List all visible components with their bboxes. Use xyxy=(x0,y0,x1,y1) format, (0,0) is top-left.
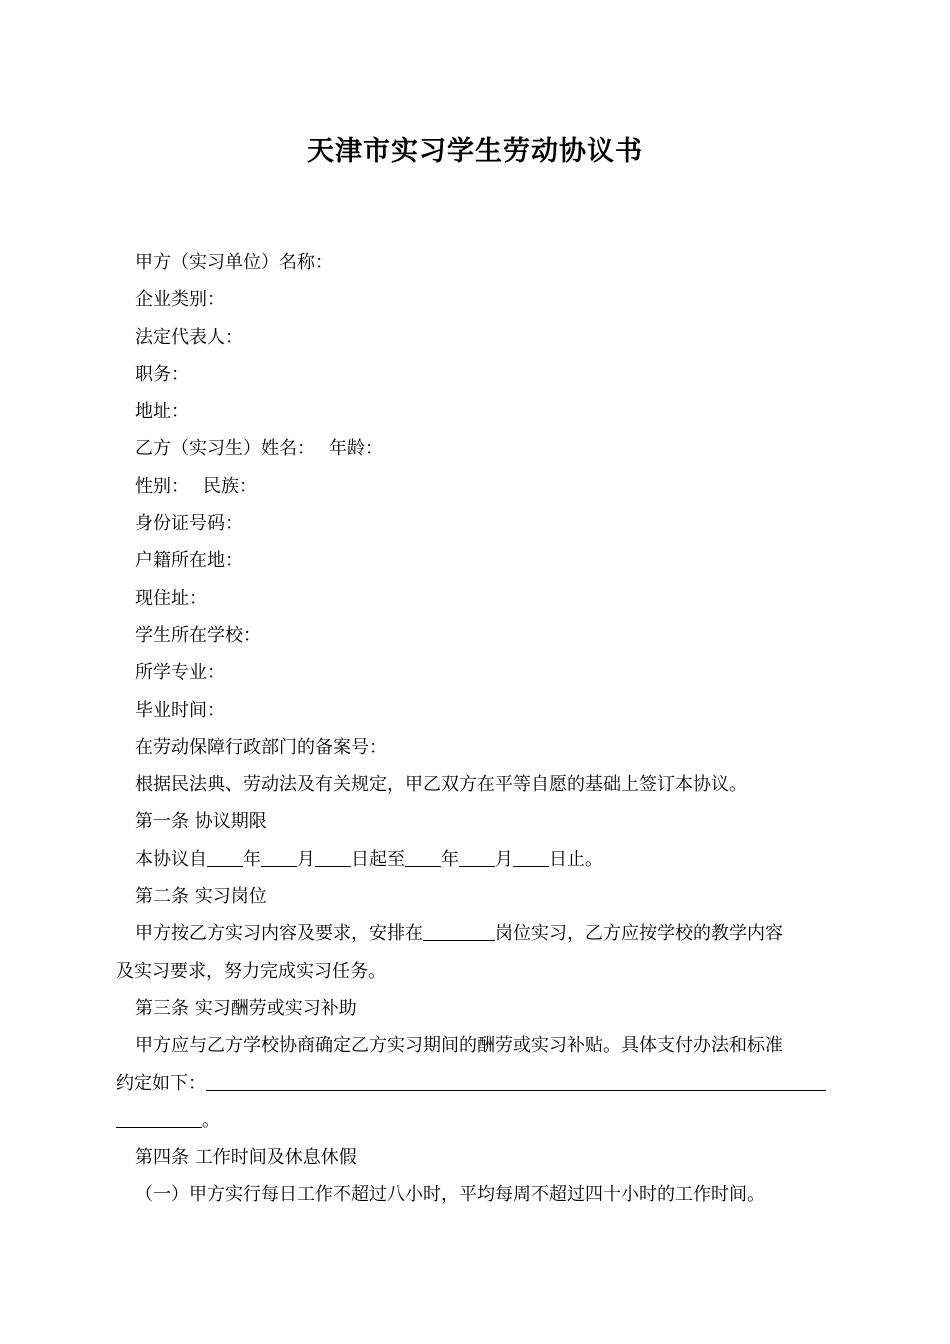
article-4-item-1: （一）甲方实行每日工作不超过八小时，平均每周不超过四十小时的工作时间。 xyxy=(135,1184,765,1206)
id-number-line: 身份证号码： xyxy=(135,513,243,535)
enterprise-category-line: 企业类别： xyxy=(135,289,225,311)
gender-ethnicity-line xyxy=(116,468,838,505)
preamble: 根据民法典、劳动法及有关规定，甲乙双方在平等自愿的基础上签订本协议。 xyxy=(135,774,747,796)
article-3-line-3 xyxy=(116,1102,838,1139)
start-day-blank xyxy=(315,848,351,867)
position-line: 职务： xyxy=(135,363,189,385)
term-text-end: 日止。 xyxy=(549,848,603,870)
start-month-blank xyxy=(261,848,297,867)
age-label: 年龄： xyxy=(329,438,383,460)
start-year-blank xyxy=(207,848,243,867)
article-2-heading: 第二条 实习岗位 xyxy=(135,886,267,908)
filing-number-line: 在劳动保障行政部门的备案号： xyxy=(135,736,387,758)
document-body xyxy=(116,244,838,1214)
article-2-line-2: 及实习要求，努力完成实习任务。 xyxy=(116,960,386,982)
article-3-line-1: 甲方应与乙方学校协商确定乙方实习期间的酬劳或实习补贴。具体支付办法和标准 xyxy=(135,1035,783,1057)
position-blank xyxy=(423,922,495,941)
graduation-line: 毕业时间： xyxy=(135,699,225,721)
party-a-name-line: 甲方（实习单位）名称： xyxy=(135,252,333,273)
school-line: 学生所在学校： xyxy=(135,624,261,646)
article-3-line-2 xyxy=(116,1065,838,1102)
payment-terms-blank xyxy=(206,1072,826,1091)
major-line: 所学专业： xyxy=(135,662,225,684)
term-text-year: 年 xyxy=(243,848,261,870)
article-1-heading: 第一条 协议期限 xyxy=(135,811,267,833)
term-text-start: 本协议自 xyxy=(135,848,207,870)
term-text-until: 日起至 xyxy=(351,848,405,870)
article-2-text-a: 甲方按乙方实习内容及要求，安排在 xyxy=(135,923,423,945)
document-title: 天津市实习学生劳动协议书 xyxy=(307,136,643,167)
gender-label: 性别： xyxy=(135,475,189,497)
payment-terms-blank-continued xyxy=(116,1109,202,1128)
article-1-term-line xyxy=(116,841,838,878)
party-b-name-line xyxy=(116,430,838,467)
article-2-text-b: 岗位实习，乙方应按学校的教学内容 xyxy=(495,923,783,945)
article-2-line-1 xyxy=(116,915,838,952)
address-line: 地址： xyxy=(135,401,189,423)
end-month-blank xyxy=(459,848,495,867)
term-text-month: 月 xyxy=(297,848,315,870)
end-year-blank xyxy=(405,848,441,867)
article-4-heading: 第四条 工作时间及休息休假 xyxy=(135,1147,357,1169)
article-3-agreed-label: 约定如下： xyxy=(116,1072,206,1094)
legal-representative-line: 法定代表人： xyxy=(135,326,243,348)
article-3-heading: 第三条 实习酬劳或实习补助 xyxy=(135,997,357,1019)
ethnicity-label: 民族： xyxy=(203,475,257,497)
end-day-blank xyxy=(513,848,549,867)
term-text-end-month: 月 xyxy=(495,848,513,870)
hukou-line: 户籍所在地： xyxy=(135,550,243,572)
party-b-name-label: 乙方（实习生）姓名： xyxy=(135,438,315,460)
article-3-period: 。 xyxy=(202,1109,220,1131)
current-address-line: 现住址： xyxy=(135,587,207,609)
term-text-end-year: 年 xyxy=(441,848,459,870)
